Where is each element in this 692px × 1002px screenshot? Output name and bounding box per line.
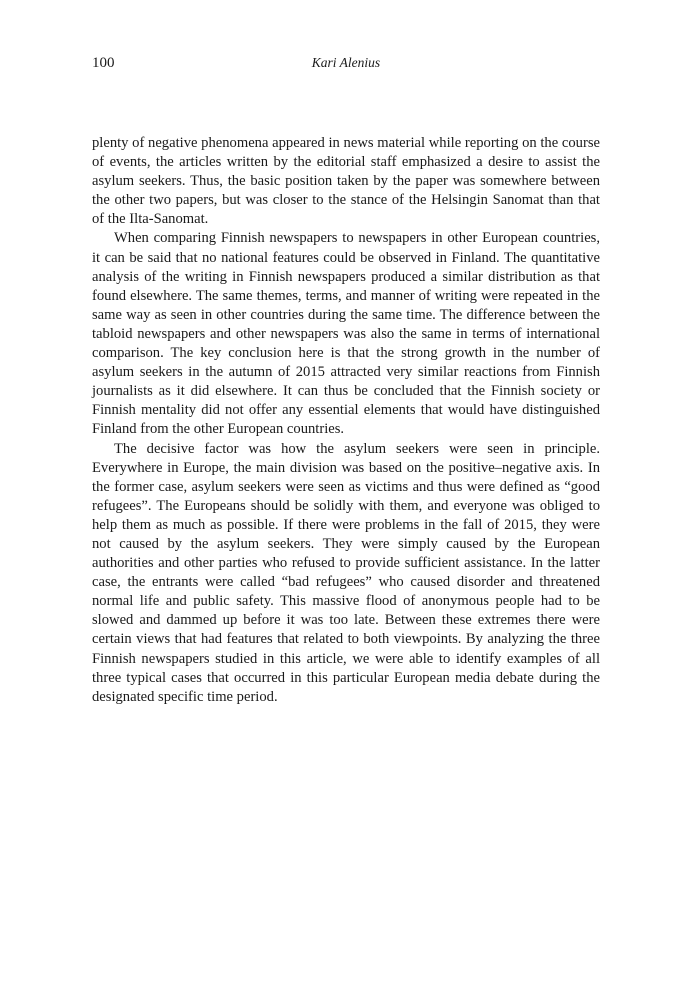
page-number: 100	[92, 55, 115, 71]
paragraph-decisive-factor: The decisive factor was how the asylum seekers were seen in principle. Everywhere in Europe, the main division was based on the positive–negative axis. In the former case, asylum seekers were seen as victims and thus were defined as “good refugees”. The Europeans should be solidly with them, and everyone was obliged to help them as much as possible. If there were problems in the fall of 2015, they were not caused by the asylum seekers. They were simply caused by the European authorities and other parties who refused to provide sufficient assistance. In the latter case, the entrants were called “bad refugees” who caused disorder and threatened normal life and public safety. This massive flood of anonymous people had to be slowed and dammed up before it was too late. Between these extremes there were certain views that had features that related to both viewpoints. By analyzing the three Finnish newspapers studied in this article, we were able to identify examples of all three typical cases that occurred in this particular European media debate during the designated specific time period.	[92, 440, 600, 705]
body-text	[92, 134, 600, 707]
paragraph-continued: plenty of negative phenomena appeared in news material while reporting on the course of events, the articles written by the editorial staff emphasized a desire to assist the asylum seekers. Thus, the basic position taken by the paper was somewhere between the other two papers, but was closer to the stance of the Helsingin Sanomat than that of the Ilta-Sanomat.	[92, 135, 600, 228]
page-header	[92, 52, 600, 74]
paragraph-european-comparison: When comparing Finnish newspapers to newspapers in other European countries, it can be said that no national features could be observed in Finland. The quantitative analysis of the writing in Finnish newspapers produced a similar distribution as that found elsewhere. The same themes, terms, and manner of writing were repeated in the same way as seen in other countries during the same time. The difference between the tabloid newspapers and other newspapers was also the same in terms of international comparison. The key conclusion here is that the strong growth in the number of asylum seekers in the autumn of 2015 attracted very similar reactions from Finnish journalists as it did elsewhere. It can thus be concluded that the Finnish society or Finnish mentality did not offer any essential elements that would have distinguished Finland from the other European countries.	[92, 230, 600, 438]
running-head-author: Kari Alenius	[311, 55, 381, 70]
